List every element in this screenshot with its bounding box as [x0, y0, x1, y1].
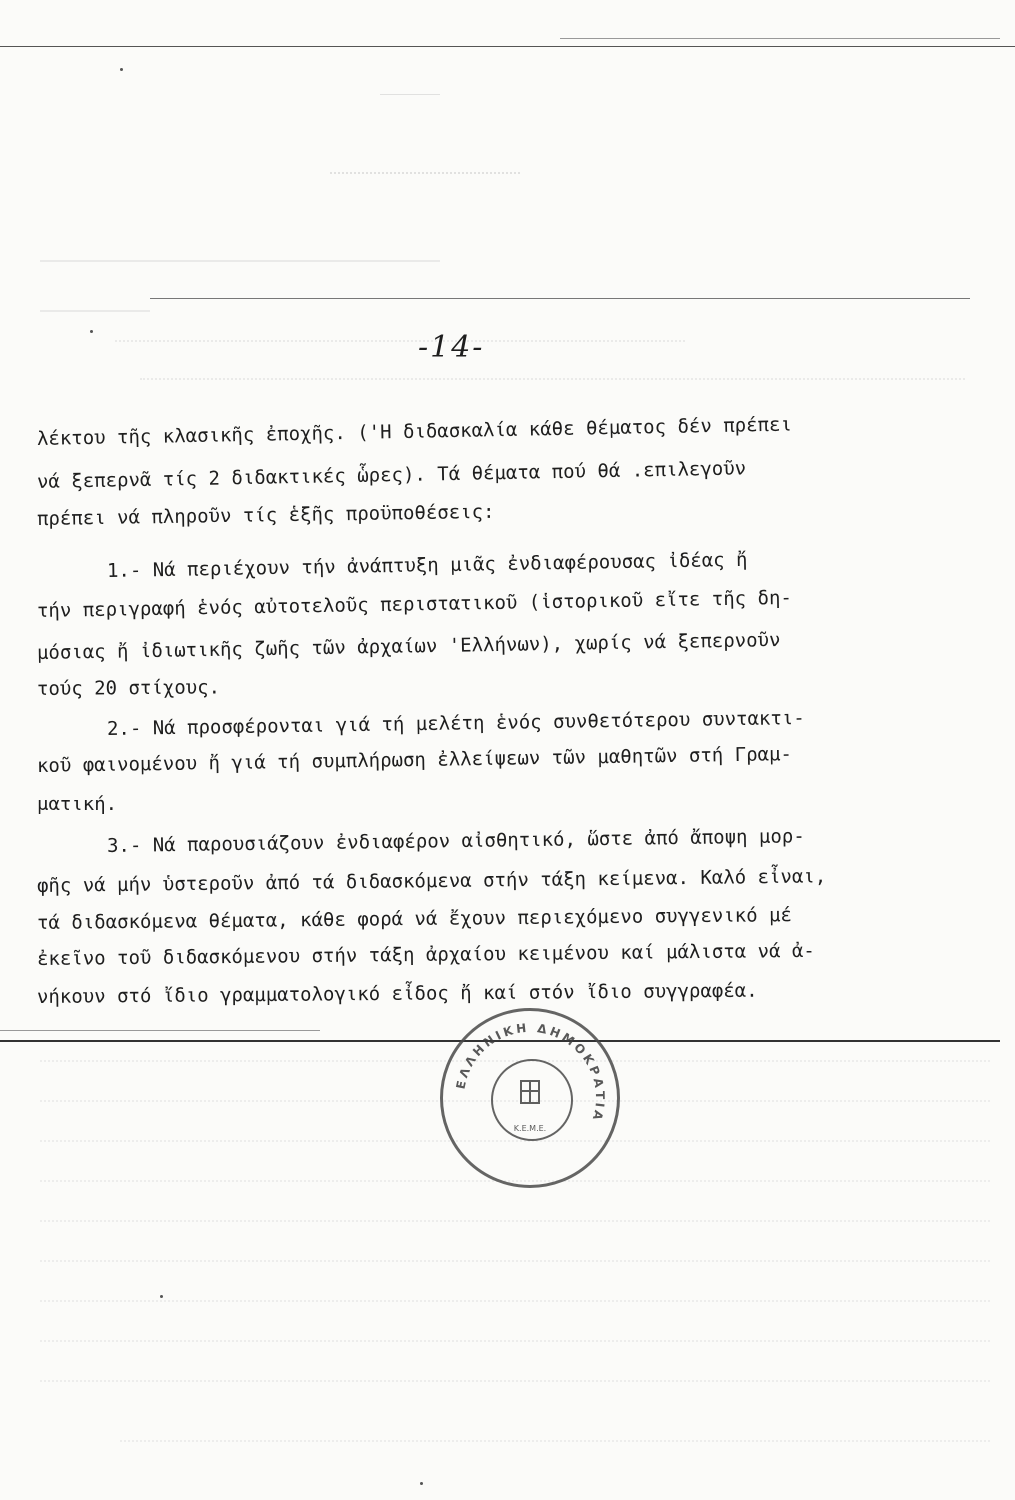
stamp-inner-text: Κ.Ε.Μ.Ε. — [513, 1124, 547, 1133]
text-line: κοῦ φαινομένου ἤ γιά τή συμπλήρωση ἐλλείψεων τῶν μαθητῶν στή Γραμ- — [36, 743, 793, 777]
text-line: τήν περιγραφή ἑνός αὐτοτελοῦς περιστατικοῦ (ἱστορικοῦ εἴτε τῆς δη- — [36, 586, 793, 622]
text-line: τά διδασκόμενα θέματα, κάθε φορά νά ἔχουν περιεχόμενο συγγενικό μέ — [36, 904, 793, 934]
text-line: νά ξεπερνᾶ τίς 2 διδακτικές ὧρες). Τά θέματα πού θά .επιλεγοῦν — [36, 457, 747, 493]
official-stamp — [440, 1008, 620, 1188]
text-line: λέκτου τῆς κλασικῆς ἐποχῆς. ('Η διδασκαλία κάθε θέματος δέν πρέπει — [36, 413, 793, 450]
text-line: ματική. — [37, 793, 118, 815]
text-line: 3.- Νά παρουσιάζουν ἐνδιαφέρον αἰσθητικό, ὥστε ἀπό ἄποψη μορ- — [106, 825, 805, 857]
text-line: 1.- Νά περιέχουν τήν ἀνάπτυξη μιᾶς ἐνδιαφέρουσας ἰδέας ἤ — [106, 548, 748, 582]
text-line: πρέπει νά πληροῦν τίς ἑξῆς προϋποθέσεις: — [36, 500, 495, 530]
stamp-emblem-icon — [443, 1011, 617, 1185]
text-line: τούς 20 στίχους. — [36, 676, 221, 700]
text-line: φῆς νά μήν ὑστεροῦν ἀπό τά διδασκόμενα στήν τάξη κείμενα. Καλό εἶναι, — [36, 865, 827, 897]
text-line: ἐκεῖνο τοῦ διδασκόμενου στήν τάξη ἀρχαίου κειμένου καί μάλιστα νά ἀ- — [36, 939, 815, 970]
text-line: νήκουν στό ἴδιο γραμματολογικό εἶδος ἤ καί στόν ἴδιο συγγραφέα. — [36, 979, 758, 1008]
svg-text:ΕΛΛΗΝΙΚΗ ΔΗΜΟΚΡΑΤΙΑ — [454, 1021, 608, 1125]
page-number: -14- — [418, 330, 485, 365]
stamp-ring-text: ΕΛΛΗΝΙΚΗ ΔΗΜΟΚΡΑΤΙΑ — [453, 1020, 608, 1125]
text-line: 2.- Νά προσφέρονται γιά τή μελέτη ἑνός συνθετότερου συντακτι- — [106, 707, 805, 740]
text-line: μόσιας ἤ ἰδιωτικῆς ζωῆς τῶν ἀρχαίων 'Ελλήνων), χωρίς νά ξεπερνοῦν — [36, 629, 781, 664]
